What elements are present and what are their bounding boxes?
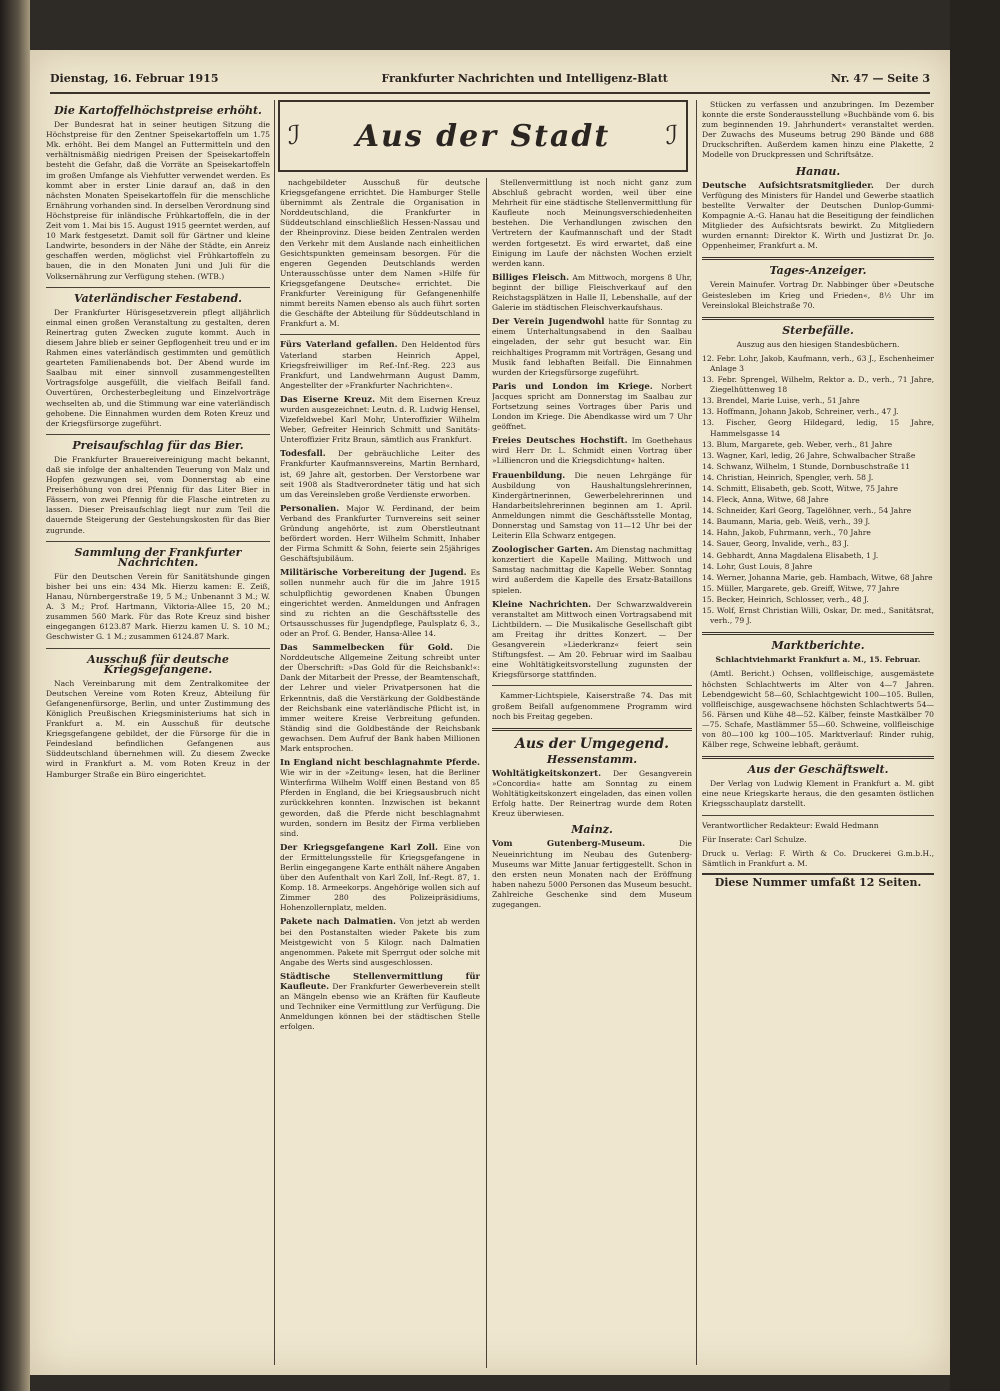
death-notice-item: 14. Fleck, Anna, Witwe, 68 Jahre [702, 495, 829, 505]
masthead-date: Dienstag, 16. Februar 1915 [50, 72, 219, 85]
section-heading: Marktberichte. [771, 639, 865, 653]
death-notice-item: 14. Baumann, Maria, geb. Weiß, verh., 39 J. [702, 517, 871, 527]
section-banner [278, 100, 688, 172]
news-item-text: Die neuen Lehrgänge für Ausbildung von Haushaltungslehrerinnen, Kindergärtnerinnen, Gewerbelehrerinnen und Handarbeitslehrerinnen beginnen am 1. April. Anmeldungen nimmt die Geschäftsstelle Montag, Donnerstag und Samstag von 11—12 Uhr bei der Leiterin Ella Schwarz entgegen. [492, 470, 692, 541]
imprint-editor: Verantwortlicher Redakteur: Ewald Hedmann [702, 820, 879, 830]
death-notice-item: 13. Febr. Sprengel, Wilhelm, Rektor a. D., verh., 71 Jahre, Ziegelhüttenweg 18 [702, 375, 934, 395]
article-text: Stücken zu verfassen und anzubringen. Im Dezember konnte die erste Sonderausstellung »Buchbände vom 6. bis zum beginnenden 19. Jahrhundert« veranstaltet werden. Der Zuwachs des Museums betrug 290 Bände und 688 Druckschriften. Außerdem kamen hinzu eine Plakette, 2 Modelle von Druckpressen und Schriftsätze. [702, 100, 934, 160]
masthead-title: Frankfurter Nachrichten und Intelligenz-Blatt [381, 72, 668, 85]
news-item-text: Von jetzt ab werden bei den Postanstalten wieder Pakete bis zum Meistgewicht von 5 Kilogr. nach Dalmatien angenommen. Pakete mit Sperrgut oder solche mit Angabe des Werts sind ausgeschlossen. [280, 917, 480, 967]
death-notice-item: 14. Schwanz, Wilhelm, 1 Stunde, Dornbuschstraße 11 [702, 461, 911, 471]
article-text: Der Bundesrat hat in seiner heutigen Sitzung die Höchstpreise für den Zentner Speisekartoffeln um 1.75 Mk. erhöht. Bei dem Mangel an Futtermitteln und den verhältnismäßig niedrigen Preisen der Speisekartoffeln besteht die Gefahr, daß die Vorräte an Speisekartoffeln im großen Umfange als Viehfutter verwendet werden. Es kommt aber in erster Linie darauf an, daß in den nächsten Monaten Speisekartoffeln für die menschliche Ernährung vorhanden sind. In derselben Verordnung sind Höchstpreise für inländische Frühkartoffeln, die in der Zeit vom 1. Mai bis 15. August 1915 geerntet werden, auf 10 Mark festgesetzt. Damit soll für Gärtner und kleine Landwirte, besonders in der Nähe der Städte, ein Anreiz geschaffen werden, möglichst viel Frühkartoffeln zu bauen, die in den Monaten Juni und Juli für die Volksernährung zur Verfügung stehen. (WTB.) [46, 120, 270, 281]
death-notice-item: 14. Hahn, Jakob, Fuhrmann, verh., 70 Jahre [702, 528, 871, 538]
column-1 [46, 100, 270, 1365]
death-notice-item: 13. Wagner, Karl, ledig, 26 Jahre, Schwalbacher Straße [702, 450, 916, 460]
page-gutter [0, 0, 30, 1391]
article-text: Die Frankfurter Brauereivereinigung macht bekannt, daß sie infolge der anhaltenden Teuerung von Malz und Hopfen gezwungen sei, vom Donnerstag ab eine Preiserhöhung von drei Pfennig für das Liter Bier in Fässern, von zwei Pfennig für die Flasche eintreten zu lassen. Dieser Preisaufschlag liegt nur zum Teil die dauernde Steigerung der Gestehungskosten für das Bier zugrunde. [46, 454, 270, 535]
column-rule [274, 100, 275, 1365]
article-text: (Amtl. Bericht.) Ochsen, vollfleischige, ausgemästete höchsten Schlachtwerts im Alter von 4—7 Jahren. Lebendgewicht 58—60, Schlachtgewicht 100—105. Bullen, vollfleischige, ausgewachsene höchsten Schlachtwerts 54—56. Färsen und Kühe 48—52. Kälber, feinste Mastkälber 70—75. Schafe, Mastlämmer 55—60. Schweine, vollfleischige von 80—100 kg 100—105. Marktverlauf: Rinder ruhig, Kälber rege, Schweine lebhaft, geräumt. [702, 669, 934, 750]
place-heading: Hanau. [795, 164, 841, 178]
divider [702, 257, 934, 260]
article-text: Der Verlag von Ludwig Klement in Frankfurt a. M. gibt eine neue Kriegskarte heraus, die den gesamten östlichen Kriegsschauplatz darstellt. [702, 779, 934, 809]
death-notice-item: 15. Müller, Margarete, geb. Greiff, Witwe, 77 Jahre [702, 583, 900, 593]
death-notice-item: 14. Schmitt, Elisabeth, geb. Scott, Witwe, 75 Jahre [702, 484, 898, 493]
divider [702, 815, 934, 816]
news-item-text: Der Schwarzwaldverein veranstaltet am Mittwoch einen Vortragsabend mit Lichtbildern. — Die Musikalische Gesellschaft gibt am Freitag ihr drittes Konzert. — Der Gesangverein »Liederkranz« feiert sein Stiftungsfest. — Am 20. Februar wird im Saalbau eine Wohltätigkeitsvorstellung zugunsten der Kriegsfürsorge stattfinden. [492, 599, 692, 680]
news-item-title: Billiges Fleisch. [492, 272, 570, 283]
page-count-note: Diese Nummer umfaßt 12 Seiten. [702, 873, 934, 888]
article-heading: Die Kartoffelhöchstpreise erhöht. [54, 104, 262, 117]
news-item-text: Der Frankfurter Gewerbeverein stellt an Mängeln ebenso wie an Kräften für Kaufleute und Techniker eine Vermittlung zur Verfügung. Die Anmeldungen können bei der städtischen Stelle erfolgen. [280, 982, 480, 1032]
news-item-title: Das Sammelbecken für Gold. [280, 643, 453, 654]
background-edge [950, 0, 1000, 1391]
news-item-text: Mit dem Eisernen Kreuz wurden ausgezeichnet: Leutn. d. R. Ludwig Hensel, Vizefeldwebel Karl Mohr, Unteroffizier Wilhelm Weber, Gefreiter Heinrich Schmitt und Sanitäts-Unteroffizier Fritz Braun, sämtlich aus Frankfurt. [280, 394, 480, 445]
advertisement-text: Kammer-Lichtspiele, Kaiserstraße 74. Das mit großem Beifall aufgenommene Programm wird noch bis Freitag gegeben. [492, 691, 692, 721]
news-item-text: Eine von der Ermittelungsstelle für Kriegsgefangene in Berlin eingegangene Karte enthält nähere Angaben über den Aufenthalt von Karl Zoll, Inf.-Regt. 87, 1. Komp. 18. Armeekorps. Angehörige wollen sich auf Zimmer 280 des Polizeipräsidiums, Hohenzollernplatz, melden. [280, 842, 480, 913]
section-heading: Sterbefälle. [782, 323, 854, 337]
divider [46, 648, 270, 649]
news-item-text: hatte für Sonntag zu einem Unterhaltungsabend in den Saalbau eingeladen, der sehr gut besucht war. Ein reichhaltiges Programm mit Vorträgen, Gesang und Musik fand lebhaften Beifall. Die Einnahmen wurden der Kriegsfürsorge zugeführt. [492, 317, 692, 377]
news-item-title: Personalien. [280, 503, 340, 514]
divider [46, 434, 270, 435]
masthead-page-number: Nr. 47 — Seite 3 [830, 72, 930, 85]
death-notice-item: 15. Becker, Heinrich, Schlosser, verh., 48 J. [702, 594, 869, 604]
divider [46, 541, 270, 542]
article-heading: Ausschuß für deutsche Kriegsgefangene. [87, 652, 229, 676]
news-item-title: Zoologischer Garten. [492, 545, 593, 556]
death-notice-item: 14. Schneider, Karl Georg, Tagelöhner, verh., 54 Jahre [702, 506, 912, 516]
article-heading: Sammlung der Frankfurter Nachrichten. [74, 545, 242, 569]
news-item-title: Wohltätigkeitskonzert. [492, 768, 602, 779]
article-text: Verein Mainufer. Vortrag Dr. Nabbinger über »Deutsche Geistesleben im Krieg und Frieden«, 8½ Uhr im Vereinslokal Bleichstraße 70. [702, 280, 934, 310]
death-notice-item: 13. Fischer, Georg Hildegard, ledig, 15 Jahre, Hammelsgasse 14 [702, 418, 934, 438]
death-notice-item: 14. Gebhardt, Anna Magdalena Elisabeth, 1 J. [702, 550, 879, 560]
death-notice-item: 13. Brendel, Marie Luise, verh., 51 Jahre [702, 396, 860, 406]
news-item-text: Der Gesangverein »Concordia« hatte am Sonntag zu einem Wohltätigkeitskonzert eingeladen, das einen vollen Erfolg hatte. Der Reinertrag wurde dem Roten Kreuz überwiesen. [492, 768, 692, 819]
death-notice-item: 15. Wolf, Ernst Christian Willi, Oskar, Dr. med., Sanitätsrat, verh., 79 J. [702, 606, 934, 626]
news-item-title: Frauenbildung. [492, 470, 566, 481]
news-item-text: Am Dienstag nachmittag konzertiert die Kapelle Mailing, Mittwoch und Samstag nachmittag die Kapelle Weber. Sonntag wird außerdem die Kapelle des Ersatz-Bataillons spielen. [492, 545, 692, 595]
death-notice-item: 12. Febr. Lohr, Jakob, Kaufmann, verh., 63 J., Eschenheimer Anlage 3 [702, 353, 934, 373]
article-text: Nach Vereinbarung mit dem Zentralkomitee der Deutschen Vereine vom Roten Kreuz, Abteilung für Gefangenenfürsorge, Berlin, und unter Zustimmung des Königlich Preußischen Kriegsministeriums hat sich in Frankfurt a. M. ein Ausschuß für deutsche Kriegsgefangene gebildet, der die Fürsorge für die in Feindesland befindlichen Gefangenen aus Süddeutschland übernehmen will. Zu diesem Zwecke wird in Frankfurt a. M. vom Roten Kreuz in der Hamburger Straße ein Büro eingerichtet. [46, 678, 270, 779]
section-title: Aus der Stadt [355, 118, 611, 154]
column-rule [486, 178, 487, 1368]
article-text: Stellenvermittlung ist noch nicht ganz zum Abschluß gebracht worden, weil über eine Mehrheit für eine städtische Stellenvermittlung für Kaufleute noch Meinungsverschiedenheiten bestehen. Die Verhandlungen zwischen den Vertretern der Kaufmannschaft und der Stadt werden fortgesetzt. Es wird erwartet, daß eine Einigung im Laufe der nächsten Wochen erzielt werden kann. [492, 178, 692, 268]
news-item-text: Am Mittwoch, morgens 8 Uhr, beginnt der billige Fleischverkauf auf den Reichstagsplätzen in Halle II, Lebenshalle, auf der Galerie im städtischen Fleischverkaufshaus. [492, 272, 692, 313]
divider [702, 756, 934, 759]
news-item-title: Deutsche Aufsichtsratsmitglieder. [702, 180, 874, 191]
article-text: nachgebildeter Ausschuß für deutsche Kriegsgefangene errichtet. Die Hamburger Stelle übernimmt als Zentrale die Organisation in Norddeutschland, die Frankfurter in Süddeutschland einschließlich Hessen-Nassau und der Rheinprovinz. Diese beiden Zentralen werden den Verkehr mit dem Auslande nach einheitlichen Gesichtspunkten gemeinsam besorgen. Für die engeren Gegenden Deutschlands werden Unterausschüsse unter dem Namen »Hilfe für Kriegsgefangene Deutsche« errichtet. Die Frankfurter Vereinigung für Gefangenenhilfe nimmt bereits Namen ebenso als auch führt sorten die Geschäfte der Abteilung für Süddeutschland in Frankfurt a. M. [280, 178, 480, 329]
divider [280, 334, 480, 335]
death-notice-item: 14. Werner, Johanna Marie, geb. Hambach, Witwe, 68 Jahre [702, 572, 933, 582]
column-3 [492, 178, 692, 1368]
news-item-title: Fürs Vaterland gefallen. [280, 340, 398, 351]
news-item-text: Den Heldentod fürs Vaterland starben Heinrich Appel, Kriegsfreiwilliger im Ref.-Inf.-Reg. 223 aus Frankfurt, und Landwehrmann August Damm, Angestellter der »Frankfurter Nachrichten«. [280, 340, 480, 390]
column-rule [696, 100, 697, 1365]
article-heading: Preisaufschlag für das Bier. [72, 438, 244, 452]
news-item-text: Major W. Ferdinand, der beim Verband des Frankfurter Turnvereins seit seiner Gründung angehörte, ist zum Oberstleutnant befördert worden. Herr Wilhelm Schmitt, Inhaber der Firma Schmitt & Sohn, feierte sein 25jähriges Geschäftsjubiläum. [280, 503, 480, 564]
news-item-text: Norbert Jacques spricht am Donnerstag im Saalbau zur Fortsetzung seines Vortrages über Paris und London im Kriege. Die Abendkasse wird um 7 Uhr geöffnet. [492, 381, 692, 432]
news-item-title: Todesfall. [280, 449, 326, 460]
news-item-title: Pakete nach Dalmatien. [280, 917, 397, 928]
news-item-title: Freies Deutsches Hochstift. [492, 436, 628, 447]
article-heading: Vaterländischer Festabend. [73, 291, 243, 305]
masthead [50, 72, 930, 94]
news-item-text: Im Goethehaus wird Herr Dr. L. Schmidt einen Vortrag über »Lilliencron und die Kriegsdichtung« halten. [492, 436, 692, 466]
divider [492, 728, 692, 731]
divider [492, 685, 692, 686]
news-item-text: Es sollen nunmehr auch für die im Jahre 1915 schulpflichtig gewordenen Knaben Übungen eingerichtet werden. Anmeldungen und Anfragen sind zu richten an die Geschäftsstelle des Ortsausschusses für Jugendpflege, Paulsplatz 6, 3., oder an Prof. G. Bender, Hansa-Allee 14. [280, 568, 480, 638]
death-notice-item: 14. Sauer, Georg, Invalide, verh., 83 J. [702, 539, 849, 549]
death-notice-item: 13. Blum, Margarete, geb. Weber, verh., 81 Jahre [702, 439, 893, 449]
place-heading: Mainz. [571, 823, 613, 837]
divider [46, 287, 270, 288]
news-item-title: Vom Gutenberg-Museum. [492, 839, 646, 850]
market-subheading: Schlachtviehmarkt Frankfurt a. M., 15. Februar. [715, 655, 921, 665]
news-item-title: Paris und London im Kriege. [492, 381, 653, 392]
news-item-text: Die Neueinrichtung im Neubau des Gutenberg-Museums war Mitte Januar fertiggestellt. Schon in den ersten neun Monaten nach der Eröffnung haben nahezu 5000 Personen das Museum besucht. Zahlreiche Geschenke sind dem Museum zugegangen. [492, 839, 692, 909]
news-item-title: Städtische Stellenvermittlung für Kaufleute. [280, 971, 480, 993]
newspaper-page [30, 50, 950, 1375]
section-heading: Aus der Geschäftswelt. [747, 763, 889, 777]
news-item-title: In England nicht beschlagnahmte Pferde. [280, 758, 480, 769]
sterb-intro: Auszug aus den hiesigen Standesbüchern. [736, 339, 900, 349]
news-item-title: Militärische Vorbereitung der Jugend. [280, 568, 467, 579]
article-text: Der Frankfurter Hürisgesetzverein pflegt alljährlich einmal einen großen Veranstaltung zu gestalten, deren Reinertrag guten Zwecken zugute kommt. Auch in diesem Jahre blieb er seiner Gepflogenheit treu und er im Rahmen eines vaterländisch gestimmten und gemütlich gearteten Familienabends bot. Der Abend wurde im Saalbau mit einer sinnvoll zusammengestellten Vortragsfolge ausgefüllt, die vielfach Beifall fand. Ouvertüren, Orchesterbegleitung und Einzelvorträge wechselten ab, und die Stimmung war eine vaterländisch gehobene. Die Einnahmen wurden dem Roten Kreuz und der Kriegsfürsorge zugeführt. [46, 307, 270, 428]
section-heading: Aus der Umgegend. [515, 735, 669, 752]
divider [702, 317, 934, 320]
imprint-ads: Für Inserate: Carl Schulze. [702, 834, 807, 844]
news-item-title: Kleine Nachrichten. [492, 599, 592, 610]
news-item-title: Das Eiserne Kreuz. [280, 394, 376, 405]
news-item-title: Der Kriegsgefangene Karl Zoll. [280, 842, 438, 853]
ornament-right-icon: ℐ [665, 121, 678, 151]
news-item-text: Wie wir in der »Zeitung« lesen, hat die Berliner Winterfirma Wilhelm Wolff einen Bestand von 85 Pferden in England, die bei Kriegsausbruch nicht zurückkehren konnten. Inzwischen ist bekannt geworden, daß die Pferde nicht beschlagnahmt wurden, sondern im Besitz der Firma verblieben sind. [280, 768, 480, 838]
column-2 [280, 178, 480, 1368]
death-notice-item: 13. Hoffmann, Johann Jakob, Schreiner, verh., 47 J. [702, 407, 899, 417]
ornament-left-icon: ℐ [288, 121, 301, 151]
news-item-text: Der durch Verfügung des Ministers für Handel und Gewerbe staatlich bestellte Verwalter der Deutschen Dunlop-Gummi-Kompagnie A.-G. Hanau hat die Beseitigung der feindlichen Mitglieder des Aufsichtsrats bewirkt. Zu Mitgliedern wurden ernannt: Direktor K. Wirth und Justizrat Dr. Jo. Oppenheimer, Frankfurt a. M. [702, 180, 934, 251]
death-notices-list [702, 354, 934, 626]
news-item-text: Der gebräuchliche Leiter des Frankfurter Kaufmannsvereins, Martin Bernhard, ist, 69 Jahre alt, gestorben. Der Verstorbene war seit 1908 als Stadtverordneter tätig und hat sich um das Vereinsleben große Verdienste erworben. [280, 449, 480, 499]
death-notice-item: 14. Lohr, Gust Louis, 8 Jahre [702, 561, 813, 571]
section-heading: Tages-Anzeiger. [769, 264, 867, 278]
imprint-printer: Druck u. Verlag: F. Wirth & Co. Druckerei G.m.b.H., Sämtlich in Frankfurt a. M. [702, 848, 934, 868]
article-text: Für den Deutschen Verein für Sanitätshunde gingen bisher bei uns ein: 434 Mk. Hierzu kamen: E. Zeiß, Hanau, Nürnbergerstraße 19, 5 M.; Unbenannt 3 M.; W. A. 3 M.; Prof. Hartmann, Viktoria-Allee 15, 20 M.; zusammen 560 Mark. Für das Rote Kreuz sind bisher eingegangen 6123.87 Mark. Hierzu kamen U. S. 10 M.; Geschwister G. 1 M.; zusammen 6124.87 Mark. [46, 571, 270, 642]
news-item-title: Der Verein Jugendwohl [492, 317, 605, 328]
death-notice-item: 14. Christian, Heinrich, Spengler, verh. 58 J. [702, 472, 874, 482]
news-item-text: Die Norddeutsche Allgemeine Zeitung schreibt unter der Überschrift: »Das Gold für die Reichsbank!«: Dank der Mitarbeit der Presse, der Beamtenschaft, der Lehrer und vieler Privatpersonen hat die Erkenntnis, daß die Verstärkung der Goldbestände der Reichsbank eine vaterländische Pflicht ist, in immer weitere Kreise Verbreitung gefunden. Ständig sind die Goldbestände der Reichsbank gewachsen. Dem Aufruf der Bank haben Millionen Mark entsprochen. [280, 643, 480, 753]
column-4 [702, 100, 934, 1365]
place-heading: Hessenstamm. [546, 752, 638, 766]
divider [702, 632, 934, 635]
